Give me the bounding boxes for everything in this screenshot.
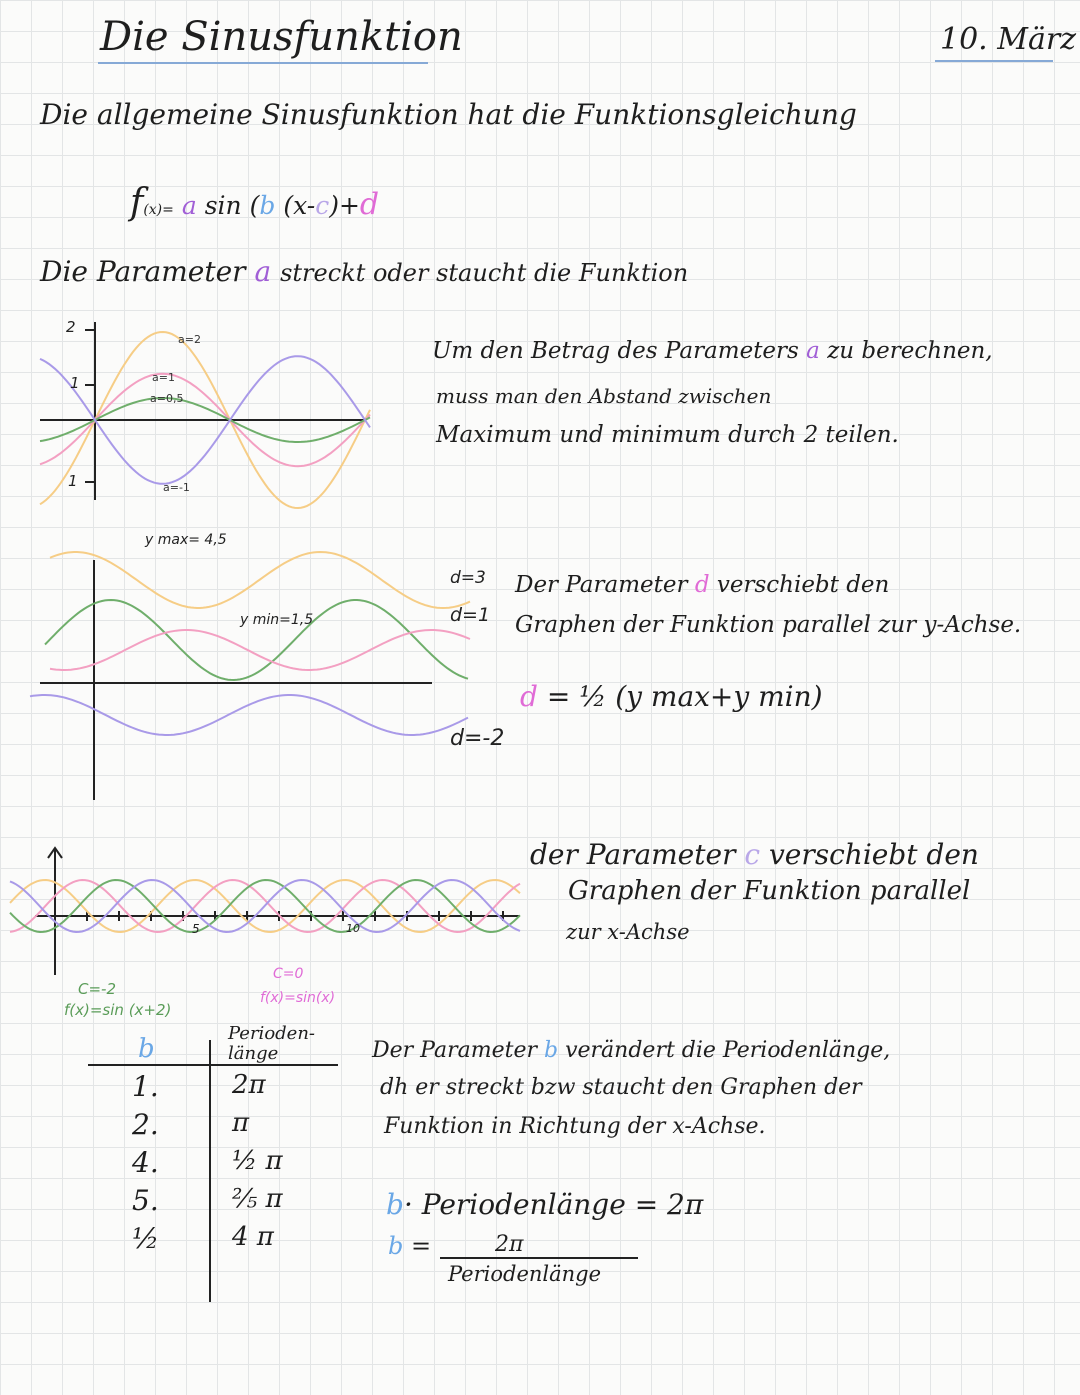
label-d1: d=1: [450, 604, 491, 626]
formula-b: b: [259, 191, 276, 220]
table-header-length: Perioden-länge: [228, 1023, 316, 1064]
label-c-neg2: C=-2: [78, 980, 116, 998]
note-b-line3: Funktion in Richtung der x-Achse.: [384, 1114, 766, 1139]
g1-label-a05: a=0,5: [150, 392, 184, 405]
table-cell-b: ½: [132, 1222, 160, 1255]
graph-horizontal-shift: [10, 848, 520, 975]
note-c-line1: der Parameter c verschiebt den: [530, 838, 979, 871]
equation-b-2-denominator: Periodenlänge: [448, 1262, 602, 1286]
formula-close: )+: [329, 191, 360, 220]
label-ymin: y min=1,5: [240, 612, 314, 628]
g3-tick-label-10: 10: [346, 922, 360, 935]
intro-text: Die allgemeine Sinusfunktion hat die Funktionsgleichung: [40, 98, 857, 131]
table-cell-b: 4.: [132, 1146, 159, 1179]
curve-dneg2: [30, 695, 468, 735]
label-ymax: y max= 4,5: [145, 532, 227, 548]
table-header-b: b: [138, 1034, 155, 1064]
formula-fx: (x)=: [143, 202, 174, 218]
label-d3: d=3: [450, 568, 486, 588]
g1-label-neg1: 1: [68, 472, 78, 490]
g1-label-1: 1: [70, 374, 80, 392]
graph-amplitude: [40, 322, 370, 508]
label-c-zero: C=0: [273, 966, 304, 982]
table-cell-b: 2.: [132, 1108, 159, 1141]
graph-vertical-shift: [30, 552, 470, 800]
g1-label-2: 2: [66, 318, 76, 336]
equation-b-1: b· Periodenlänge = 2π: [386, 1188, 704, 1221]
g3-tick-label-5: 5: [192, 922, 200, 936]
note-d-line1: Der Parameter d verschiebt den: [515, 572, 890, 598]
curve-d-pink: [50, 630, 470, 670]
table-cell-b: 5.: [132, 1184, 159, 1217]
page-title: Die Sinusfunktion: [100, 14, 463, 60]
heading-a-post: streckt oder staucht die Funktion: [280, 259, 689, 287]
label-f-neg2: f(x)=sin (x+2): [64, 1001, 172, 1019]
equation-b-2-numerator: 2π: [495, 1232, 524, 1257]
formula-c: c: [315, 191, 330, 220]
table-cell-length: ½ π: [232, 1146, 283, 1176]
formula-a: a: [181, 191, 197, 220]
table-cell-b: 1.: [132, 1070, 159, 1103]
curve-c-purple: [10, 880, 520, 932]
table-cell-length: 2π: [232, 1070, 266, 1100]
table-cell-length: π: [232, 1108, 250, 1138]
note-a-line1: Um den Betrag des Parameters a zu berechnen,: [432, 338, 993, 364]
heading-a-param: a: [254, 255, 272, 288]
heading-a-pre: Die Parameter: [40, 255, 246, 288]
note-c-line3: zur x-Achse: [566, 920, 690, 944]
formula-sin: sin (: [204, 191, 260, 220]
note-b-line2: dh er streckt bzw staucht den Graphen der: [380, 1075, 862, 1100]
label-dneg2: d=-2: [450, 726, 505, 751]
g1-label-a2: a=2: [178, 333, 201, 346]
note-c-line2: Graphen der Funktion parallel: [568, 876, 971, 906]
table-cell-length: ⅖ π: [232, 1184, 283, 1214]
note-a-line2: muss man den Abstand zwischen: [436, 384, 772, 408]
note-b-line1: Der Parameter b verändert die Periodenlänge,: [372, 1038, 891, 1063]
equation-b-2-left: b =: [388, 1232, 432, 1260]
table-cell-length: 4 π: [232, 1222, 274, 1252]
g1-label-a1: a=1: [152, 371, 175, 384]
note-a-line3: Maximum und minimum durch 2 teilen.: [436, 422, 899, 448]
formula-d: d: [359, 187, 380, 222]
note-d-line2: Graphen der Funktion parallel zur y-Achse.: [515, 612, 1022, 638]
formula-d-calc: d = ½ (y max+y min): [520, 680, 823, 713]
label-f-zero: f(x)=sin(x): [260, 990, 336, 1006]
date: 10. März: [940, 22, 1076, 57]
g1-label-aneg1: a=-1: [163, 481, 190, 494]
formula-x: (x-: [283, 191, 316, 220]
formula-f: f: [130, 182, 144, 223]
